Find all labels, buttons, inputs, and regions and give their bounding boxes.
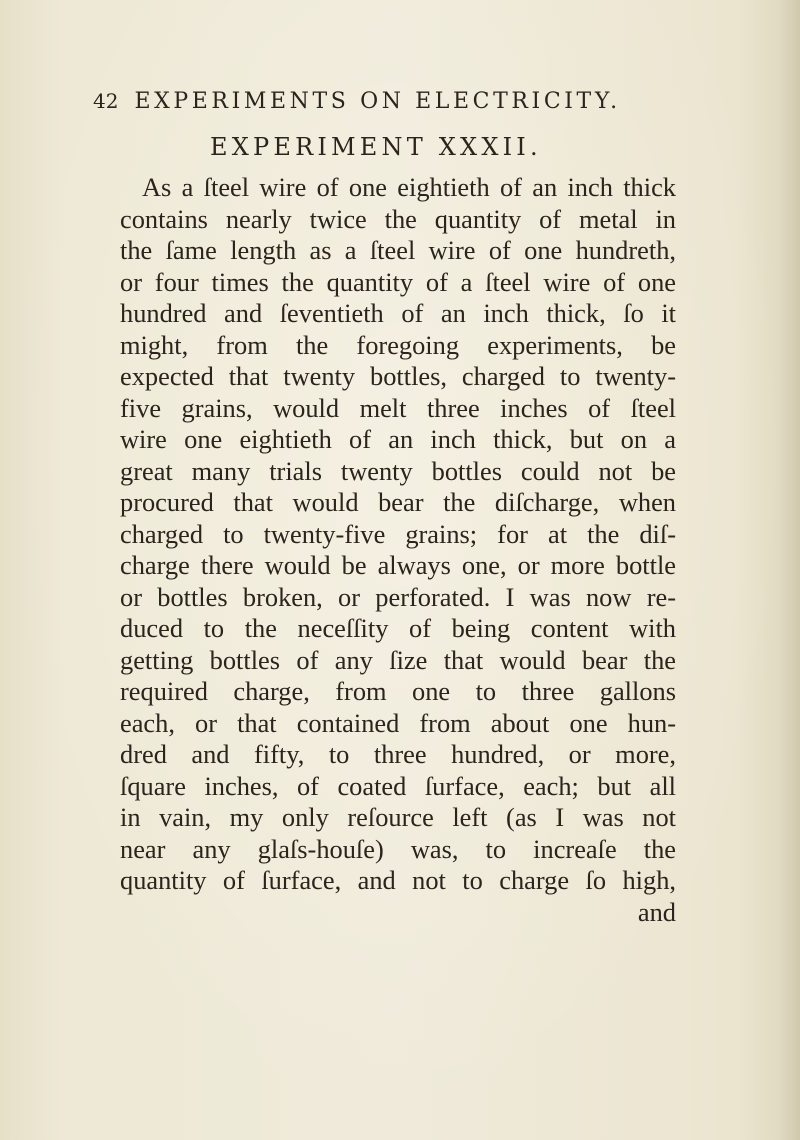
text-line: As a ſteel wire of one eightieth of an inch thick [142, 172, 676, 202]
text-line: quantity of ſurface, and not to charge ſo high, [120, 865, 676, 895]
text-line: contains nearly twice the quantity of metal in [120, 203, 676, 234]
text-line: expected that twenty bottles, charged to twenty- [120, 361, 676, 391]
text-line: procured that would bear the diſcharge, when [120, 487, 676, 517]
page-number: 42 [93, 89, 119, 113]
catchword: and [637, 896, 676, 927]
running-head-title: EXPERIMENTS ON ELECTRICITY. [134, 89, 621, 114]
text-line: charge there would be always one, or more bottle [120, 550, 676, 580]
page-edge-shading [778, 0, 800, 1140]
body-text [120, 172, 676, 928]
text-line: each, or that contained from about one hun- [120, 707, 676, 738]
text-line: near any glaſs-houſe) was, to increaſe the [120, 833, 676, 864]
text-line: five grains, would melt three inches of ſteel [120, 392, 676, 423]
text-line: hundred and ſeventieth of an inch thick, ſo it [120, 298, 676, 328]
text-line: dred and fifty, to three hundred, or more, [120, 739, 676, 769]
text-line: required charge, from one to three gallons [120, 676, 676, 706]
text-line: or four times the quantity of a ſteel wire of one [120, 266, 676, 297]
text-line: the ſame length as a ſteel wire of one hundreth, [120, 235, 676, 265]
text-line: great many trials twenty bottles could not be [120, 455, 676, 486]
text-line: or bottles broken, or perforated. I was now re- [120, 581, 676, 612]
text-line: ſquare inches, of coated ſurface, each; but all [120, 770, 676, 801]
text-line: wire one eightieth of an inch thick, but on a [120, 424, 676, 454]
text-line: charged to twenty-five grains; for at the diſ- [120, 518, 676, 549]
text-line: in vain, my only reſource left (as I was not [120, 802, 676, 832]
text-line: getting bottles of any ſize that would bear the [120, 644, 676, 675]
text-line: might, from the foregoing experiments, be [120, 329, 676, 360]
section-title: EXPERIMENT XXXII. [210, 133, 542, 161]
text-line: duced to the neceſſity of being content with [120, 613, 676, 643]
running-head [93, 86, 693, 117]
